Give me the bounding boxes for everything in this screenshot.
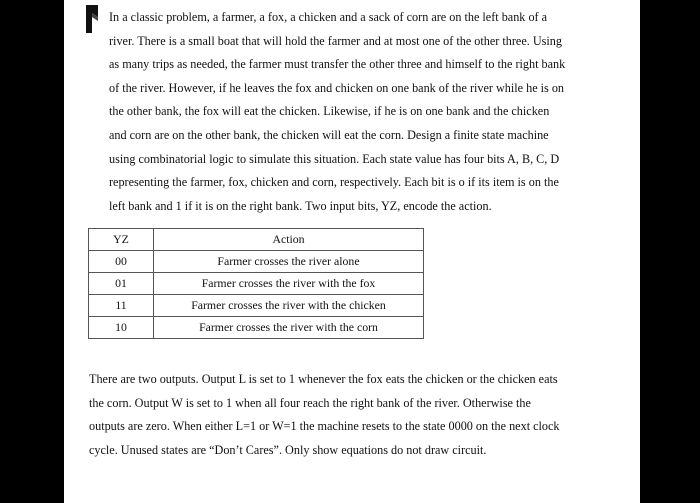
problem-line: left bank and 1 if it is on the right bank. Two input bits, YZ, encode the action. [109, 198, 492, 213]
problem-line: representing the farmer, fox, chicken and corn, respectively. Each bit is o if its item is on the [109, 175, 559, 190]
problem-line: and corn are on the other bank, the chicken will eat the corn. Design a finite state machine [109, 127, 549, 142]
outputs-line: the corn. Output W is set to 1 when all four reach the right bank of the river. Otherwise the [89, 395, 531, 410]
problem-line: using combinatorial logic to simulate this situation. Each state value has four bits A, B, C, D [109, 151, 560, 166]
cell-yz: 00 [89, 251, 154, 273]
table-row [89, 317, 424, 339]
table-header-row [89, 229, 424, 251]
problem-line: the other bank, the fox will eat the chicken. Likewise, if he is on one bank and the chicken [109, 104, 550, 119]
problem-statement [109, 6, 619, 218]
cell-action: Farmer crosses the river with the fox [154, 273, 424, 295]
cell-yz: 01 [89, 273, 154, 295]
problem-line: of the river. However, if he leaves the fox and chicken on one bank of the river while he is on [109, 80, 565, 95]
problem-line: In a classic problem, a farmer, a fox, a chicken and a sack of corn are on the left bank of a [109, 10, 548, 24]
cell-action: Farmer crosses the river alone [154, 251, 424, 273]
outputs-line: There are two outputs. Output L is set to 1 whenever the fox eats the chicken or the chicken eats [89, 372, 558, 386]
header-action: Action [154, 229, 424, 251]
table-row [89, 251, 424, 273]
cell-yz: 10 [89, 317, 154, 339]
cell-yz: 11 [89, 295, 154, 317]
table-row [89, 273, 424, 295]
outputs-statement [89, 368, 624, 462]
bookmark-flag-icon [82, 4, 102, 34]
cell-action: Farmer crosses the river with the corn [154, 317, 424, 339]
action-table [88, 228, 424, 339]
outputs-line: cycle. Unused states are “Don’t Cares”. Only show equations do not draw circuit. [89, 442, 487, 457]
header-yz: YZ [89, 229, 154, 251]
table-row [89, 295, 424, 317]
cell-action: Farmer crosses the river with the chicken [154, 295, 424, 317]
problem-line: river. There is a small boat that will hold the farmer and at most one of the other three. Using [109, 33, 562, 48]
problem-line: as many trips as needed, the farmer must transfer the other three and himself to the right bank [109, 57, 566, 72]
outputs-line: outputs are zero. When either L=1 or W=1 the machine resets to the state 0000 on the next clock [89, 419, 560, 434]
